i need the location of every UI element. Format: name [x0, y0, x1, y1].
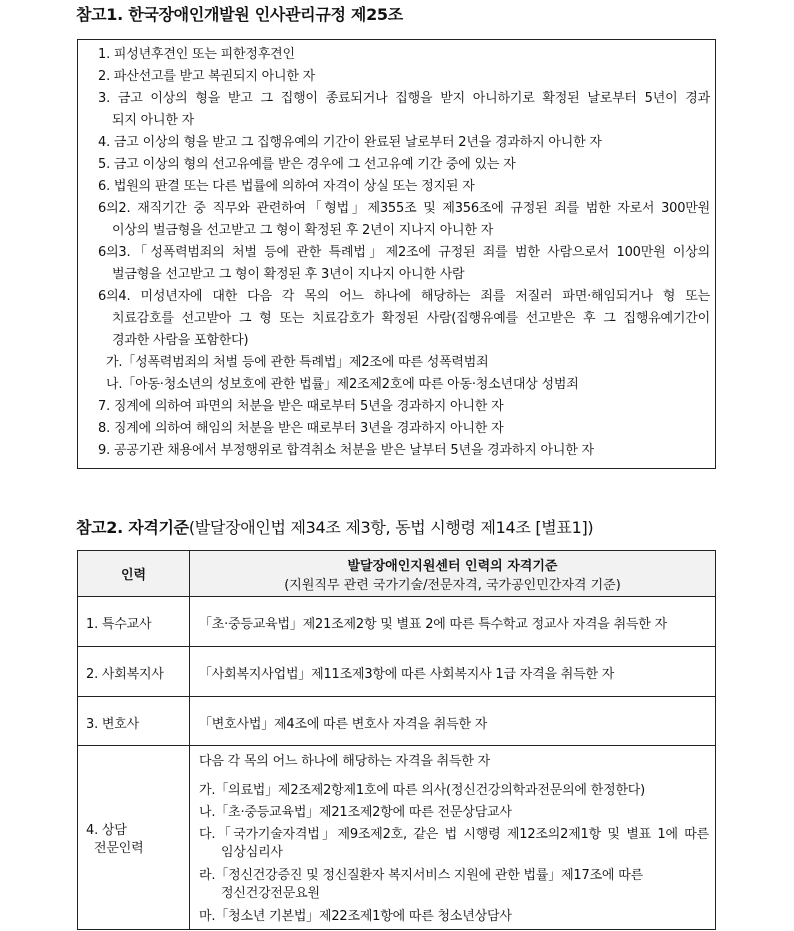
list-item: 이상의 벌금형을 선고받고 그 형이 확정된 후 2년이 지나지 아니한 자 — [112, 223, 494, 238]
qualification-table — [77, 550, 716, 930]
header-criteria-subtitle: (지원직무 관련 국가기술/전문자격, 국가공인민간자격 기준) — [284, 577, 621, 593]
list-item: 8. 징계에 의하여 해임의 처분을 받은 때로부터 3년을 경과하지 아니한 자 — [98, 421, 504, 436]
reference-2-title-bold: 참고2. 자격기준 — [76, 518, 189, 537]
list-item: 5. 금고 이상의 형의 선고유예를 받은 경우에 그 선고유예 기간 중에 있는 자 — [98, 157, 516, 172]
counseling-item: 정신건강전문요원 — [221, 886, 320, 901]
header-role-label: 인력 — [120, 568, 147, 583]
reference-1-title: 참고1. 한국장애인개발원 인사관리규정 제25조 — [76, 5, 403, 24]
table-row-role: 1. 특수교사 — [86, 617, 152, 632]
table-row-criteria: 「초·중등교육법」제21조제2항 및 별표 2에 따른 특수학교 정교사 자격을 취득한 자 — [199, 617, 667, 632]
list-item: 4. 금고 이상의 형을 받고 그 집행유예의 기간이 완료된 날로부터 2년을 경과하지 아니한 자 — [98, 135, 602, 150]
counseling-item: 마.「청소년 기본법」제22조제1항에 따른 청소년상담사 — [199, 909, 512, 924]
counseling-intro: 다음 각 목의 어느 하나에 해당하는 자격을 취득한 자 — [199, 754, 490, 769]
list-item: 6의4. 미성년자에 대한 다음 각 목의 어느 하나에 해당하는 죄를 저질러 파면·해임되거나 형 또는 — [98, 289, 710, 304]
list-item: 경과한 사람을 포함한다) — [112, 333, 249, 348]
list-subitem: 가.「성폭력범죄의 처벌 등에 관한 특례법」제2조에 따른 성폭력범죄 — [106, 355, 489, 370]
list-item: 치료감호를 선고받아 그 형 또는 치료감호가 확정된 사람(집행유예를 선고받은 후 그 집행유예기간이 — [112, 311, 710, 326]
row-divider — [78, 696, 715, 697]
header-criteria-title: 발달장애인지원센터 인력의 자격기준 — [347, 558, 558, 574]
list-item: 6의2. 재직기간 중 직무와 관련하여「형법」제355조 및 제356조에 규정된 죄를 범한 자로서 300만원 — [98, 201, 710, 216]
table-row-criteria: 「변호사법」제4조에 따른 변호사 자격을 취득한 자 — [199, 717, 488, 732]
counseling-item: 라.「정신건강증진 및 정신질환자 복지서비스 지원에 관한 법률」제17조에 따른 — [199, 868, 643, 883]
list-item: 3. 금고 이상의 형을 받고 그 집행이 종료되거나 집행을 받지 아니하기로 확정된 날로부터 5년이 경과 — [98, 91, 710, 106]
list-subitem: 나.「아동·청소년의 성보호에 관한 법률」제2조제2호에 따른 아동·청소년대상 성범죄 — [106, 377, 579, 392]
table-row-criteria: 「사회복지사업법」제11조제3항에 따른 사회복지사 1급 자격을 취득한 자 — [199, 667, 615, 682]
row-divider — [78, 745, 715, 746]
reference-2-title-normal: (발달장애인법 제34조 제3항, 동법 시행령 제14조 [별표1]) — [188, 518, 594, 537]
header-role — [78, 551, 189, 597]
list-item: 되지 아니한 자 — [112, 113, 195, 128]
counseling-item: 나.「초·중등교육법」제21조제2항에 따른 전문상담교사 — [199, 805, 512, 820]
row-divider — [78, 646, 715, 647]
list-item: 벌금형을 선고받고 그 형이 확정된 후 3년이 지나지 아니한 사람 — [112, 267, 465, 282]
reference-2-title — [76, 515, 593, 538]
list-item: 2. 파산선고를 받고 복권되지 아니한 자 — [98, 69, 316, 84]
table-row-role: 4. 상담 — [86, 823, 127, 838]
list-item: 6. 법원의 판결 또는 다른 법률에 의하여 자격이 상실 또는 정지된 자 — [98, 179, 475, 194]
table-row-role: 전문인력 — [94, 841, 144, 856]
table-row-role: 2. 사회복지사 — [86, 667, 164, 682]
list-item: 1. 피성년후견인 또는 피한정후견인 — [98, 47, 295, 62]
column-divider — [189, 551, 190, 929]
counseling-item: 가.「의료법」제2조제2항제1호에 따른 의사(정신건강의학과전문의에 한정한다) — [199, 783, 646, 798]
counseling-item: 다.「국가기술자격법」제9조제2호, 같은 법 시행령 제12조의2제1항 및 별표 1에 따른 — [199, 827, 709, 842]
list-item: 6의3.「성폭력범죄의 처벌 등에 관한 특례법」제2조에 규정된 죄를 범한 사람으로서 100만원 이상의 — [98, 245, 710, 260]
table-row-role: 3. 변호사 — [86, 717, 140, 732]
disqualification-list-box — [77, 39, 716, 469]
list-item: 9. 공공기관 채용에서 부정행위로 합격취소 처분을 받은 날부터 5년을 경과하지 아니한 자 — [98, 443, 594, 458]
list-item: 7. 징계에 의하여 파면의 처분을 받은 때로부터 5년을 경과하지 아니한 자 — [98, 399, 504, 414]
counseling-item: 임상심리사 — [221, 845, 283, 860]
header-criteria — [190, 551, 715, 597]
